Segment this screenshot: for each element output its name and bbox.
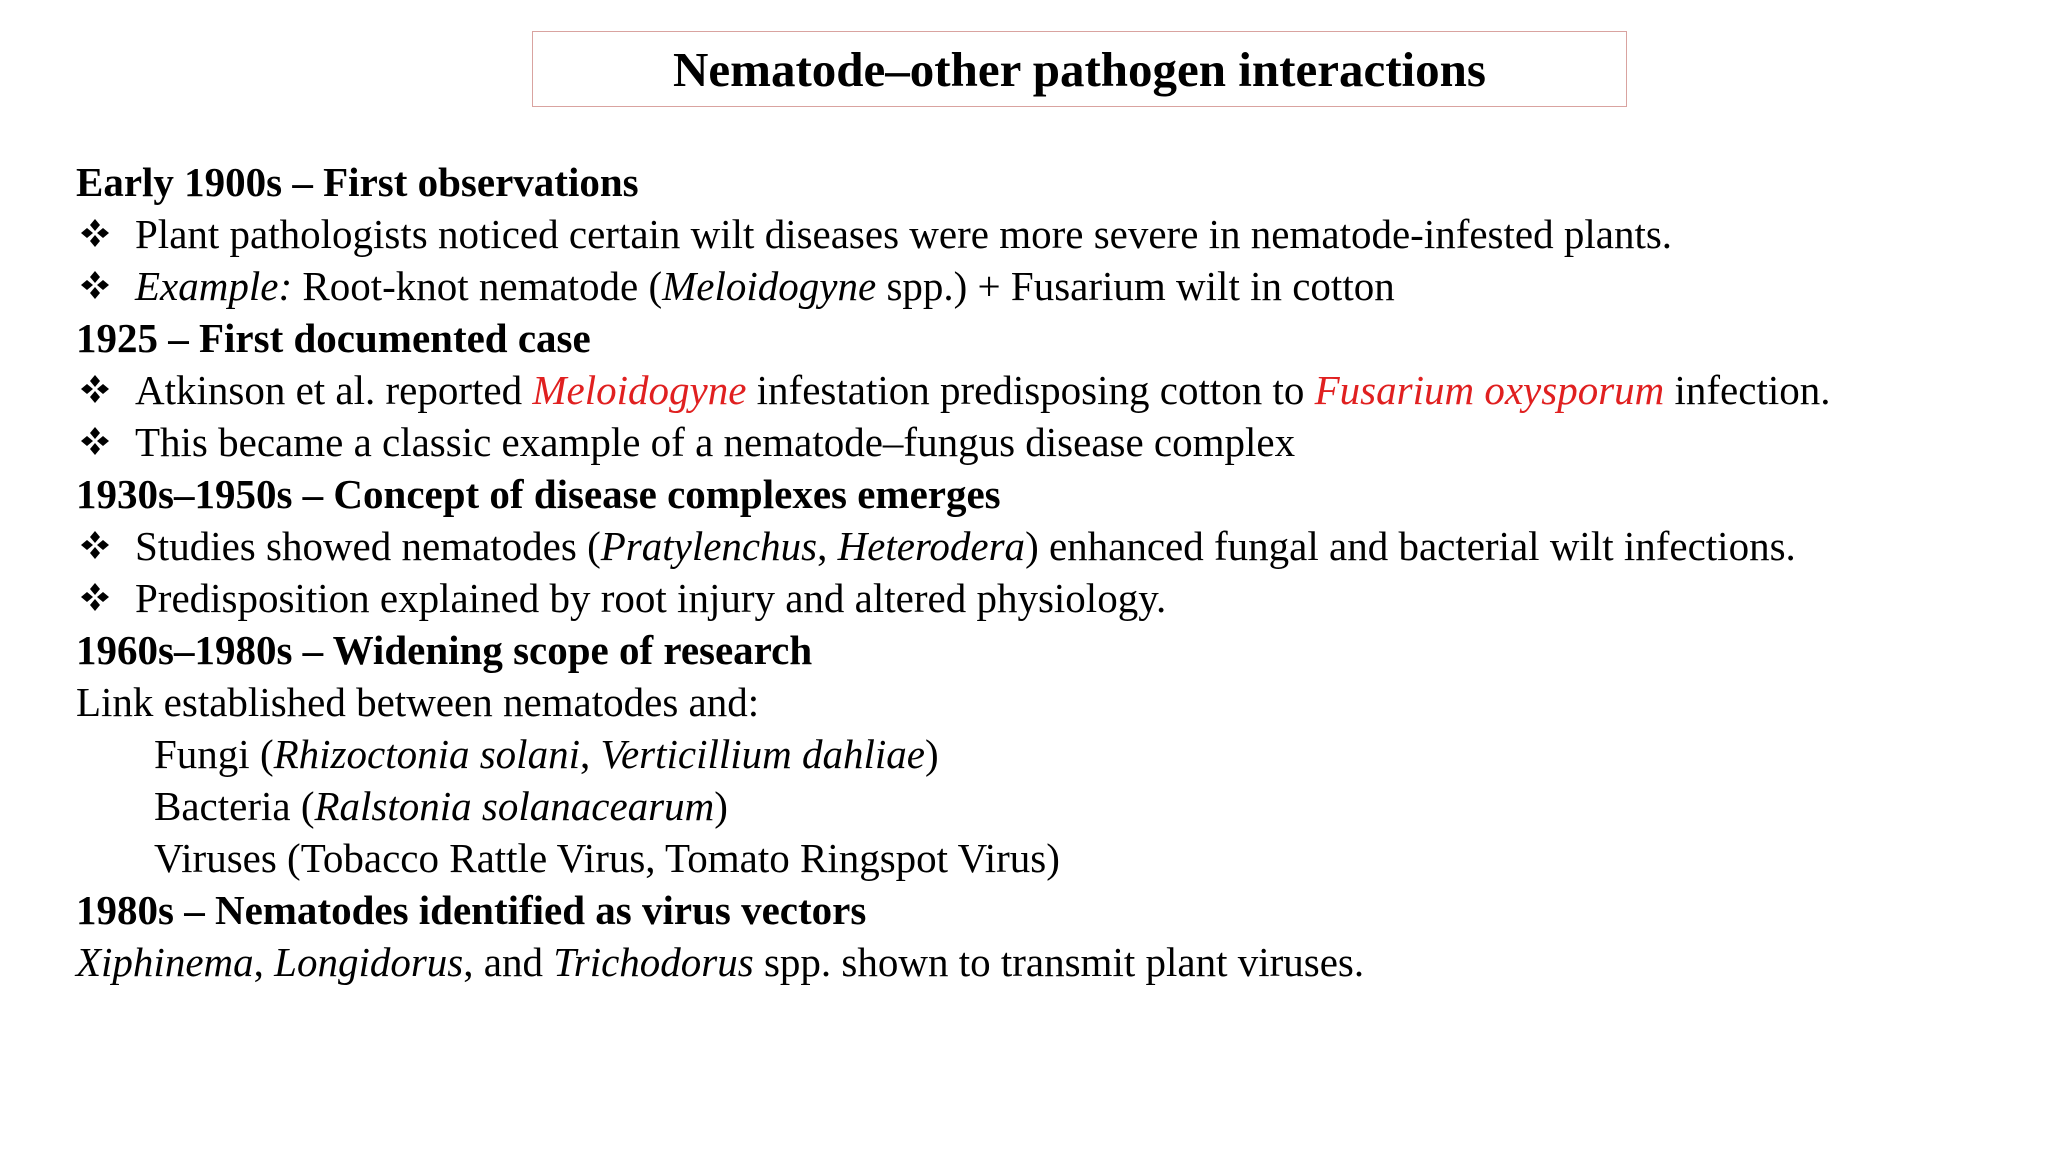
section-statement (76, 936, 2026, 988)
bullet-text: , (817, 523, 838, 569)
diamond-bullet-icon (80, 208, 110, 260)
bullet-item (76, 572, 2026, 624)
item-text: Fungi ( (154, 731, 274, 777)
genus-name: Meloidogyne (662, 263, 877, 309)
species-name: Rhizoctonia solani (273, 731, 580, 777)
bullet-text: Predisposition explained by root injury and altered physiology. (135, 575, 1167, 621)
item-text: Bacteria ( (154, 783, 315, 829)
bullet-text: infestation predisposing cotton to (746, 367, 1315, 413)
bullet-item (76, 416, 2026, 468)
section-heading-1930s-1950s: 1930s–1950s – Concept of disease complexes emerges (76, 471, 1001, 517)
item-text: ) (714, 783, 728, 829)
bullet-text: spp.) + Fusarium wilt in cotton (876, 263, 1395, 309)
section-heading-1960s-1980s: 1960s–1980s – Widening scope of research (76, 627, 813, 673)
bullet-text: Root-knot nematode ( (292, 263, 663, 309)
bullet-text: Atkinson et al. reported (135, 367, 533, 413)
statement-text: , and (463, 939, 554, 985)
species-name: Ralstonia solanacearum (314, 783, 715, 829)
section-intro: Link established between nematodes and: (76, 679, 760, 725)
genus-name: Heterodera (837, 523, 1026, 569)
bullet-text: ) enhanced fungal and bacterial wilt infections. (1025, 523, 1796, 569)
item-text: ) (925, 731, 939, 777)
diamond-bullet-icon (80, 416, 110, 468)
diamond-bullet-icon (80, 364, 110, 416)
bullet-text: This became a classic example of a nematode–fungus disease complex (135, 419, 1296, 465)
highlighted-species: Fusarium oxysporum (1314, 367, 1665, 413)
slide-content (76, 156, 2026, 988)
species-name: Verticillium dahliae (600, 731, 926, 777)
bullet-text: infection. (1664, 367, 1831, 413)
bullet-text: Studies showed nematodes ( (135, 523, 601, 569)
genus-name: Longidorus (274, 939, 464, 985)
genus-name: Xiphinema (76, 939, 254, 985)
item-text: , (579, 731, 601, 777)
section-heading-1925: 1925 – First documented case (76, 315, 591, 361)
statement-text: spp. shown to transmit plant viruses. (753, 939, 1365, 985)
bullet-item (76, 520, 2026, 572)
list-item-bacteria (76, 780, 2026, 832)
statement-text: , (253, 939, 275, 985)
example-label: Example: (135, 263, 293, 309)
section-heading-early-1900s: Early 1900s – First observations (76, 159, 639, 205)
diamond-bullet-icon (80, 572, 110, 624)
item-text: Viruses (Tobacco Rattle Virus, Tomato Ringspot Virus) (154, 835, 1060, 881)
diamond-bullet-icon (80, 520, 110, 572)
list-item-viruses (76, 832, 2026, 884)
section-heading-1980s: 1980s – Nematodes identified as virus vectors (76, 887, 867, 933)
title-box (532, 31, 1627, 107)
slide-title: Nematode–other pathogen interactions (673, 41, 1486, 97)
genus-name: Pratylenchus (600, 523, 818, 569)
list-item-fungi (76, 728, 2026, 780)
highlighted-genus: Meloidogyne (532, 367, 747, 413)
bullet-item (76, 364, 2026, 416)
bullet-text: Plant pathologists noticed certain wilt diseases were more severe in nematode-infested plants. (135, 211, 1673, 257)
bullet-item (76, 208, 2026, 260)
diamond-bullet-icon (80, 260, 110, 312)
genus-name: Trichodorus (553, 939, 754, 985)
bullet-item (76, 260, 2026, 312)
